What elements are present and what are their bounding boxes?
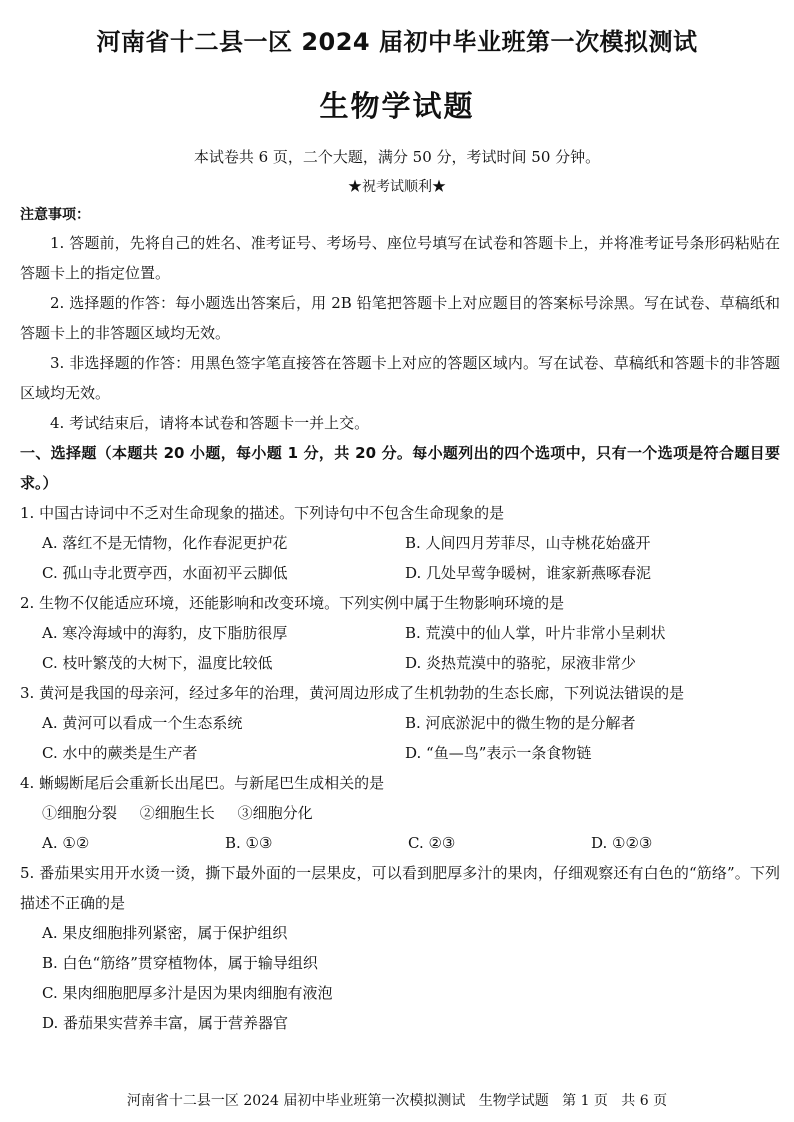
option-d: D. “鱼—鸟”表示一条食物链: [405, 744, 592, 762]
exam-body: [20, 202, 780, 1038]
option-c: C. ②③: [408, 834, 456, 852]
option-a: A. 寒冷海域中的海豹，皮下脂肪很厚: [42, 624, 288, 642]
question-options: [20, 618, 780, 678]
footer-page-number: 第 1 页: [562, 1093, 608, 1109]
question-stem: 5. 番茄果实用开水烫一烫，撕下最外面的一层果皮，可以看到肥厚多汁的果肉，仔细观察还有白色的“筋络”。下列描述不正确的是: [20, 864, 780, 912]
option-a: A. 落红不是无情物，化作春泥更护花: [42, 534, 288, 552]
option-b: B. 人间四月芳菲尽，山寺桃花始盛开: [405, 534, 651, 552]
notice-heading: 注意事项：: [20, 207, 90, 223]
option-b: B. 河底淤泥中的微生物的是分解者: [405, 714, 636, 732]
notice-item: 4. 考试结束后，请将本试卷和答题卡一并上交。: [50, 414, 370, 432]
option-a: A. 黄河可以看成一个生态系统: [42, 714, 243, 732]
footer-subject: 生物学试题: [478, 1093, 549, 1109]
option-c: C. 果肉细胞肥厚多汁是因为果肉细胞有液泡: [42, 984, 333, 1002]
question-sub-items: [20, 798, 780, 828]
exam-title: 河南省十二县一区 2024 届初中毕业班第一次模拟测试: [96, 28, 698, 56]
notice-item: 3. 非选择题的作答：用黑色签字笔直接答在答题卡上对应的答题区域内。写在试卷、草稿纸和答题卡的非答题区域均无效。: [20, 354, 780, 402]
notice-item: 2. 选择题的作答：每小题选出答案后，用 2B 铅笔把答题卡上对应题目的答案标号涂黑。写在试卷、草稿纸和答题卡上的非答题区域均无效。: [20, 294, 780, 342]
option-d: D. 番茄果实营养丰富，属于营养器官: [42, 1014, 289, 1032]
footer-exam-name: 河南省十二县一区 2024 届初中毕业班第一次模拟测试: [126, 1093, 466, 1109]
section-heading: 一、选择题（本题共 20 小题，每小题 1 分，共 20 分。每小题列出的四个选项中，只有一个选项是符合题目要求。）: [20, 444, 780, 492]
page-footer: [0, 1090, 794, 1110]
option-d: D. 炎热荒漠中的骆驼，尿液非常少: [405, 654, 637, 672]
question-options: [20, 528, 780, 588]
question-2: [20, 588, 780, 678]
question-options: [20, 828, 780, 858]
subject-title: 生物学试题: [319, 89, 475, 123]
option-b: B. 荒漠中的仙人掌，叶片非常小呈刺状: [405, 624, 666, 642]
footer-total-pages: 共 6 页: [621, 1093, 668, 1109]
option-d: D. ①②③: [591, 834, 653, 852]
question-options: [20, 918, 780, 1038]
question-1: [20, 498, 780, 588]
option-d: D. 几处早莺争暖树，谁家新燕啄春泥: [405, 564, 652, 582]
notice-item: 1. 答题前，先将自己的姓名、准考证号、考场号、座位号填写在试卷和答题卡上，并将准考证号条形码粘贴在答题卡上的指定位置。: [20, 234, 780, 282]
question-stem: 2. 生物不仅能适应环境，还能影响和改变环境。下列实例中属于生物影响环境的是: [20, 594, 565, 612]
question-stem: 4. 蜥蜴断尾后会重新长出尾巴。与新尾巴生成相关的是: [20, 774, 385, 792]
option-c: C. 孤山寺北贾亭西，水面初平云脚低: [42, 564, 288, 582]
sub-item: ②细胞生长: [139, 804, 215, 822]
option-b: B. 白色“筋络”贯穿植物体，属于输导组织: [42, 954, 318, 972]
exam-summary: 本试卷共 6 页，二个大题，满分 50 分，考试时间 50 分钟。: [193, 148, 601, 166]
question-3: [20, 678, 780, 768]
question-stem: 1. 中国古诗词中不乏对生命现象的描述。下列诗句中不包含生命现象的是: [20, 504, 505, 522]
sub-item: ①细胞分裂: [42, 804, 118, 822]
question-4: [20, 768, 780, 858]
question-5: [20, 858, 780, 1038]
sub-item: ③细胞分化: [237, 804, 313, 822]
question-stem: 3. 黄河是我国的母亲河，经过多年的治理，黄河周边形成了生机勃勃的生态长廊，下列说法错误的是: [20, 684, 685, 702]
option-a: A. 果皮细胞排列紧密，属于保护组织: [42, 924, 288, 942]
option-a: A. ①②: [42, 834, 90, 852]
question-options: [20, 708, 780, 768]
option-c: C. 枝叶繁茂的大树下，温度比较低: [42, 654, 273, 672]
option-b: B. ①③: [225, 834, 273, 852]
option-c: C. 水中的蕨类是生产者: [42, 744, 198, 762]
good-luck-line: ★祝考试顺利★: [348, 179, 446, 195]
